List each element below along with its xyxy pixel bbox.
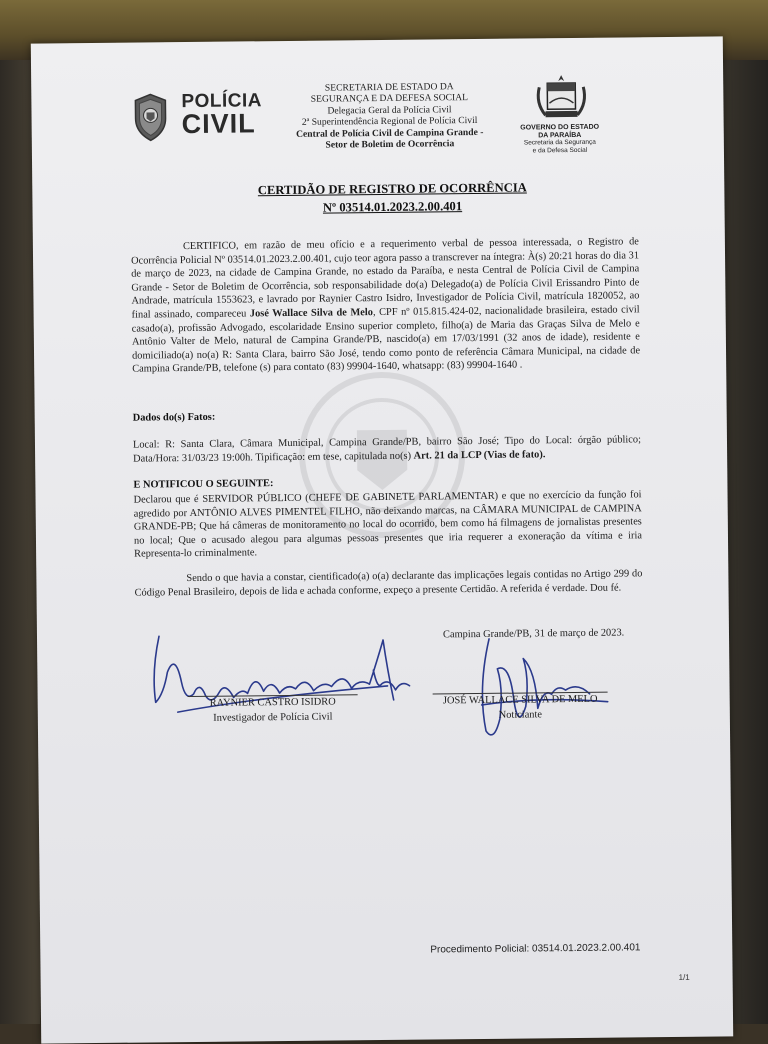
para1-text-a: CERTIFICO, em razão de meu ofício e a requerimento verbal de pessoa interessada, o Registro de Ocorrência Policial Nº 03514.01.2023.2.00.401, cujo teor agora passo a transcrever na íntegra: À(s) 20:21 horas do dia 31 de março de 2023, na cidade de Campina Grande, no estado da Paraíba, e nesta Central de Polícia Civil de Campina Grande - Setor de Boletim de Ocorrência, sob responsabilidade do(a) Delegado(a) de Polícia Civil Erissandro Pinto de Andrade, matrícula 1553623, e lavrado por Raynier Castro Isidro, Investigador de Polícia Civil, matrícula 1820052, ao final assinado, compareceu	[131, 236, 640, 321]
investigator-name: RAYNIER CASTRO ISIDRO	[209, 696, 336, 709]
notificou-heading: E NOTIFICOU O SEGUINTE:	[133, 478, 274, 491]
gov-paraiba-text	[510, 124, 610, 155]
procedimento-policial: Procedimento Policial: 03514.01.2023.2.00.401	[430, 942, 641, 956]
dados-heading: Dados do(s) Fatos:	[132, 411, 216, 424]
gov-line1: GOVERNO DO ESTADO	[520, 123, 600, 132]
certifico-paragraph	[131, 235, 640, 376]
document-page	[31, 36, 733, 1043]
title-line2: Nº 03514.01.2023.2.00.401	[322, 199, 463, 215]
logo-line1: POLÍCIA	[181, 90, 263, 113]
paraiba-coat-of-arms-icon	[531, 73, 591, 122]
para1-text-b: , CPF nº 015.815.424-02, nacionalidade brasileira, estado civil casado(a), profissão Advogado, escolaridade Ensino superior completo, filho(a) de Maria das Graças Silva de Melo e Antônio Valter de Melo, natural de Campina Grande/PB, nascido(a) em 17/03/1991 (32 anos de idade), residente e domiciliado(a) no(a) R: Santa Clara, bairro São José, tendo como ponto de referência Câmara Municipal, na cidade de Campina Grande/PB, telefone (s) para contato (83) 99904-1640, whatsapp: (83) 99904-1640 .	[131, 304, 641, 375]
header-line: SEGURANÇA E DA DEFESA SOCIAL	[310, 92, 469, 106]
dados-text: Local: R: Santa Clara, Câmara Municipal, Campina Grande/PB, bairro São José; Tipo do Local: órgão público; Data/Hora: 31/03/23 19:00h. Tipificação: em tese, capitulada no(s)	[132, 434, 642, 465]
notificou-paragraph: Declarou que é SERVIDOR PÚBLICO (CHEFE DE GABINETE PARLAMENTAR) e que no exercício da função foi agredido por ANTÔNIO ALVES PIMENTEL FILHO, não deixando marcas, na CÂMARA MUNICIPAL de CAMPINA GRANDE-PB; Que há câmeras de monitoramento no local do ocorrido, bem como há filmagens de jornalistas presentes no local; Que o acusado alegou para algumas pessoas presentes que iria requerer a exoneração da vítima e iria Representa-lo criminalmente.	[133, 489, 643, 560]
noticiante-name: JOSÉ WALLACE SILVA DE MELO	[442, 693, 598, 707]
gov-line2: DA PARAÍBA	[538, 131, 582, 139]
policia-civil-logo	[181, 91, 262, 138]
page-number: 1/1	[678, 972, 690, 982]
dados-paragraph	[133, 433, 641, 466]
tipificacao: Art. 21 da LCP (Vias de fato).	[413, 448, 546, 462]
title-line1: CERTIDÃO DE REGISTRO DE OCORRÊNCIA	[257, 180, 527, 198]
handwritten-signatures	[137, 598, 619, 763]
policia-civil-badge-icon	[131, 92, 170, 142]
header-center	[269, 81, 510, 152]
gov-line4: e da Defesa Social	[532, 146, 588, 154]
header-bold-line: Central de Polícia Civil de Campina Grande -	[296, 126, 484, 140]
date-line: Campina Grande/PB, 31 de março de 2023.	[442, 627, 625, 641]
header-line: 2ª Superintendência Regional de Polícia Civil	[301, 115, 478, 129]
logo-line2: CIVIL	[181, 108, 256, 140]
document-title	[172, 178, 612, 219]
closing-paragraph: Sendo o que havia a constar, cientificado(a) o(a) declarante das implicações legais contidas no Artigo 299 do Código Penal Brasileiro, depois de lida e achada conforme, expeço a presente Certidão. A referida é verdade. Dou fé.	[134, 568, 643, 599]
gov-line3: Secretaria da Segurança	[523, 138, 596, 147]
signature-left	[154, 634, 394, 703]
header-bold-line: Setor de Boletim de Ocorrência	[325, 138, 455, 151]
investigator-role: Investigador de Polícia Civil	[213, 711, 333, 724]
noticiante-role: Noticiante	[498, 709, 543, 721]
declarant-name: José Wallace Silva de Melo	[249, 307, 374, 320]
header-line: SECRETARIA DE ESTADO DA	[324, 81, 454, 94]
header-line: Delegacia Geral da Polícia Civil	[327, 104, 452, 117]
